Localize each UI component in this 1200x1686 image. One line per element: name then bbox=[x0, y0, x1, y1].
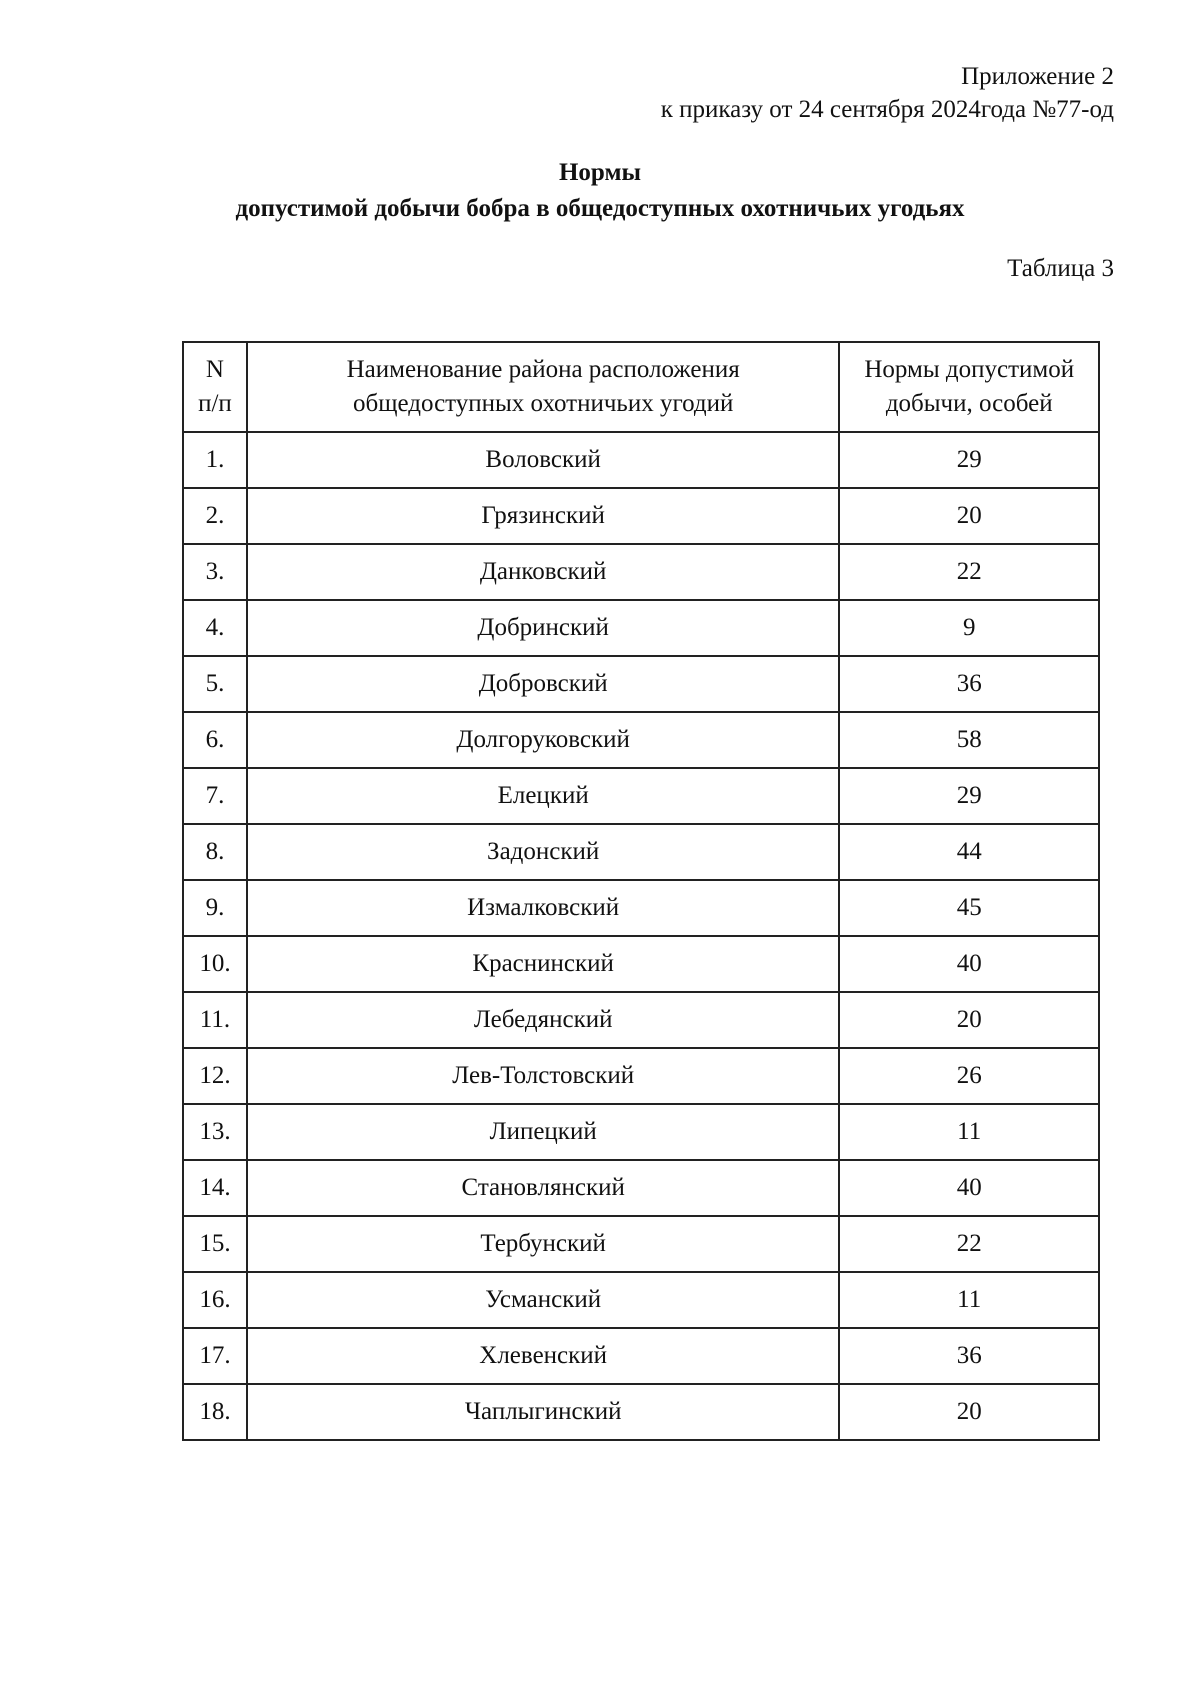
district-name-cell: Добринский bbox=[247, 600, 840, 656]
norm-value-cell: 29 bbox=[839, 768, 1099, 824]
district-name-cell: Лебедянский bbox=[247, 992, 840, 1048]
order-reference: к приказу от 24 сентября 2024года №77-од bbox=[660, 96, 1114, 123]
table-row bbox=[183, 432, 1099, 488]
norm-value-cell: 20 bbox=[839, 992, 1099, 1048]
norms-table bbox=[182, 341, 1100, 1441]
row-number-cell: 1. bbox=[183, 432, 247, 488]
table-row bbox=[183, 1272, 1099, 1328]
norm-value-cell: 9 bbox=[839, 600, 1099, 656]
table-row bbox=[183, 712, 1099, 768]
norm-value-cell: 22 bbox=[839, 544, 1099, 600]
row-number-cell: 13. bbox=[183, 1104, 247, 1160]
district-name-cell: Усманский bbox=[247, 1272, 840, 1328]
appendix-number: Приложение 2 bbox=[961, 63, 1114, 90]
header-number-line-1: N bbox=[205, 356, 224, 383]
district-name-cell: Воловский bbox=[247, 432, 840, 488]
table-row bbox=[183, 1328, 1099, 1384]
norm-value-cell: 29 bbox=[839, 432, 1099, 488]
header-district-line-2: общедоступных охотничьих угодий bbox=[352, 390, 734, 417]
table-row bbox=[183, 656, 1099, 712]
document-title bbox=[0, 155, 1200, 227]
norm-value-cell: 45 bbox=[839, 880, 1099, 936]
district-name-cell: Долгоруковский bbox=[247, 712, 840, 768]
district-name-cell: Задонский bbox=[247, 824, 840, 880]
district-name-cell: Добровский bbox=[247, 656, 840, 712]
row-number-cell: 10. bbox=[183, 936, 247, 992]
row-number-cell: 6. bbox=[183, 712, 247, 768]
table-row bbox=[183, 1160, 1099, 1216]
norm-value-cell: 11 bbox=[839, 1104, 1099, 1160]
norm-value-cell: 36 bbox=[839, 656, 1099, 712]
table-row bbox=[183, 768, 1099, 824]
district-name-cell: Липецкий bbox=[247, 1104, 840, 1160]
header-district bbox=[247, 342, 840, 432]
district-name-cell: Тербунский bbox=[247, 1216, 840, 1272]
row-number-cell: 5. bbox=[183, 656, 247, 712]
table-header-row bbox=[183, 342, 1099, 432]
norm-value-cell: 44 bbox=[839, 824, 1099, 880]
table-row bbox=[183, 1048, 1099, 1104]
norm-value-cell: 40 bbox=[839, 1160, 1099, 1216]
norm-value-cell: 26 bbox=[839, 1048, 1099, 1104]
row-number-cell: 7. bbox=[183, 768, 247, 824]
district-name-cell: Лев-Толстовский bbox=[247, 1048, 840, 1104]
table-row bbox=[183, 1384, 1099, 1440]
norm-value-cell: 22 bbox=[839, 1216, 1099, 1272]
row-number-cell: 9. bbox=[183, 880, 247, 936]
table-row bbox=[183, 992, 1099, 1048]
norm-value-cell: 40 bbox=[839, 936, 1099, 992]
norm-value-cell: 20 bbox=[839, 1384, 1099, 1440]
district-name-cell: Данковский bbox=[247, 544, 840, 600]
table-row bbox=[183, 488, 1099, 544]
district-name-cell: Измалковский bbox=[247, 880, 840, 936]
table-row bbox=[183, 880, 1099, 936]
header-norm-line-2: добычи, особей bbox=[885, 390, 1053, 417]
table-label: Таблица 3 bbox=[1007, 255, 1114, 282]
row-number-cell: 17. bbox=[183, 1328, 247, 1384]
appendix-reference bbox=[661, 60, 1114, 126]
row-number-cell: 12. bbox=[183, 1048, 247, 1104]
row-number-cell: 18. bbox=[183, 1384, 247, 1440]
norm-value-cell: 58 bbox=[839, 712, 1099, 768]
row-number-cell: 15. bbox=[183, 1216, 247, 1272]
table-row bbox=[183, 544, 1099, 600]
district-name-cell: Хлевенский bbox=[247, 1328, 840, 1384]
row-number-cell: 4. bbox=[183, 600, 247, 656]
norm-value-cell: 36 bbox=[839, 1328, 1099, 1384]
district-name-cell: Грязинский bbox=[247, 488, 840, 544]
header-norm-line-1: Нормы допустимой bbox=[864, 356, 1075, 383]
table-row bbox=[183, 1104, 1099, 1160]
district-name-cell: Становлянский bbox=[247, 1160, 840, 1216]
district-name-cell: Краснинский bbox=[247, 936, 840, 992]
table-row bbox=[183, 600, 1099, 656]
header-norm bbox=[839, 342, 1099, 432]
table-row bbox=[183, 936, 1099, 992]
table-row bbox=[183, 1216, 1099, 1272]
row-number-cell: 3. bbox=[183, 544, 247, 600]
title-line-2: допустимой добычи бобра в общедоступных охотничьих угодьях bbox=[235, 195, 965, 222]
table-row bbox=[183, 824, 1099, 880]
header-number bbox=[183, 342, 247, 432]
header-district-line-1: Наименование района расположения bbox=[346, 356, 740, 383]
norm-value-cell: 11 bbox=[839, 1272, 1099, 1328]
row-number-cell: 2. bbox=[183, 488, 247, 544]
header-number-line-2: п/п bbox=[198, 390, 232, 417]
district-name-cell: Елецкий bbox=[247, 768, 840, 824]
row-number-cell: 14. bbox=[183, 1160, 247, 1216]
row-number-cell: 16. bbox=[183, 1272, 247, 1328]
row-number-cell: 8. bbox=[183, 824, 247, 880]
title-line-1: Нормы bbox=[558, 159, 642, 186]
norm-value-cell: 20 bbox=[839, 488, 1099, 544]
district-name-cell: Чаплыгинский bbox=[247, 1384, 840, 1440]
row-number-cell: 11. bbox=[183, 992, 247, 1048]
